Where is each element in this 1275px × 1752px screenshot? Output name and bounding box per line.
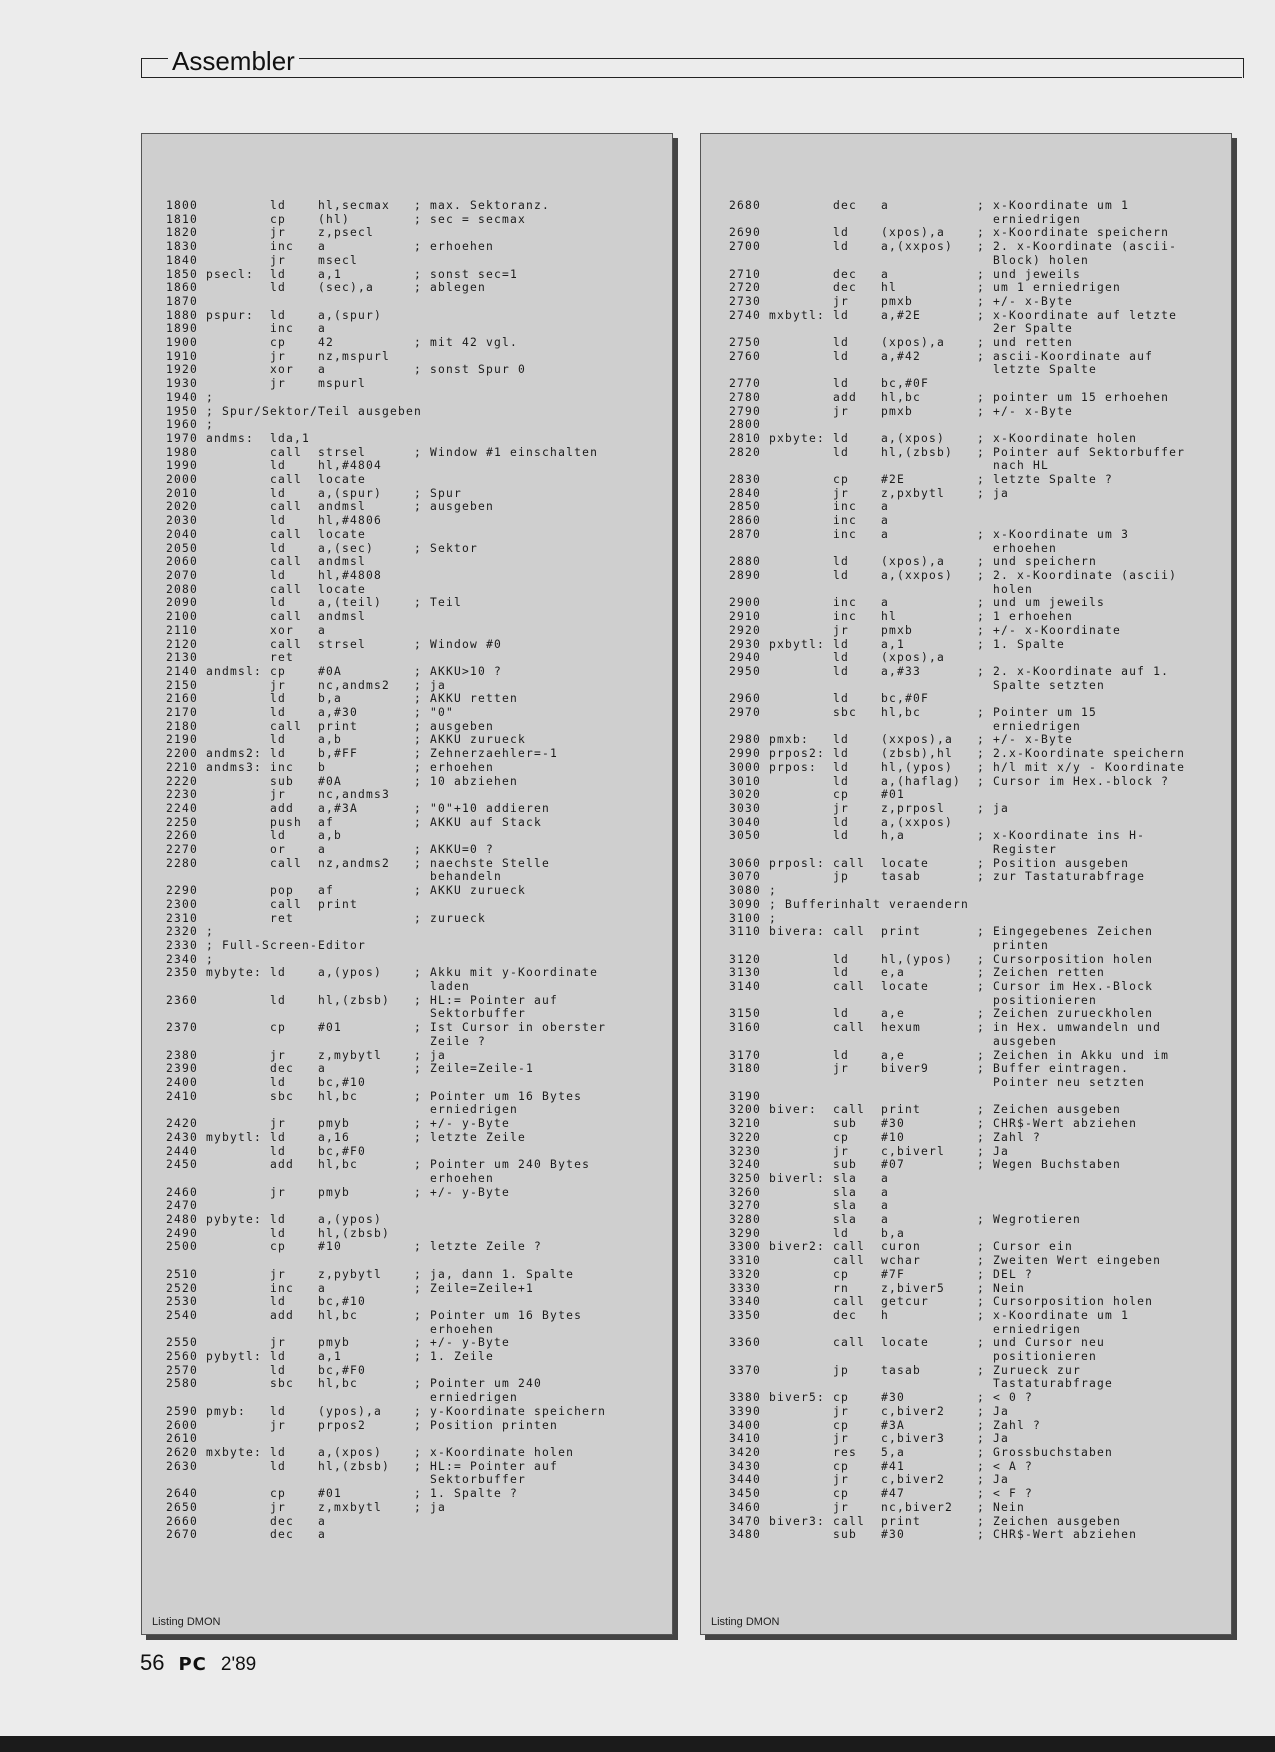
listing-caption-right: Listing DMON xyxy=(711,1616,780,1628)
page-footer xyxy=(140,1650,256,1676)
code-listing-right: 2680 dec a ; x-Koordinate um 1 erniedrigen 2690 ld (xpos),a ; x-Koordinate speichern 2700 ld a,(xxpos) ; 2. x-Koordinate (ascii- Block) holen 2710 dec a ; und jeweils 2720 dec hl ; um 1 erniedrigen 2730 jr pmxb ; +/- x-Byte 2740 mxbytl: ld a,#2E ; x-Koordinate auf letzte 2er Spalte 2750 ld (xpos),a ; und retten 2760 ld a,#42 ; ascii-Koordinate auf letzte Spalte 2770 ld bc,#0F 2780 add hl,bc ; pointer um 15 erhoehen 2790 jr pmxb ; +/- x-Byte 2800 2810 pxbyte: ld a,(xpos) ; x-Koordinate holen 2820 ld hl,(zbsb) ; Pointer auf Sektorbuffer nach HL 2830 cp #2E ; letzte Spalte ? 2840 jr z,pxbytl ; ja 2850 inc a 2860 inc a 2870 inc a ; x-Koordinate um 3 erhoehen 2880 ld (xpos),a ; und speichern 2890 ld a,(xxpos) ; 2. x-Koordinate (ascii) holen 2900 inc a ; und um jeweils 2910 inc hl ; 1 erhoehen 2920 jr pmxb ; +/- x-Koordinate 2930 pxbytl: ld a,1 ; 1. Spalte 2940 ld (xpos),a 2950 ld a,#33 ; 2. x-Koordinate auf 1. Spalte setzten 2960 ld bc,#0F 2970 sbc hl,bc ; Pointer um 15 erniedrigen 2980 pmxb: ld (xxpos),a ; +/- x-Byte 2990 prpos2: ld (zbsb),hl ; 2.x-Koordinate speichern 3000 prpos: ld hl,(ypos) ; h/l mit x/y - Koordinate 3010 ld a,(haflag) ; Cursor im Hex.-block ? 3020 cp #01 3030 jr z,prposl ; ja 3040 ld a,(xxpos) 3050 ld h,a ; x-Koordinate ins H- Register 3060 prposl: call locate ; Position ausgeben 3070 jp tasab ; zur Tastaturabfrage 3080 ; 3090 ; Bufferinhalt veraendern 3100 ; 3110 bivera: call print ; Eingegebenes Zeichen printen 3120 ld hl,(ypos) ; Cursorposition holen 3130 ld e,a ; Zeichen retten 3140 call locate ; Cursor im Hex.-Block positionieren 3150 ld a,e ; Zeichen zurueckholen 3160 call hexum ; in Hex. umwandeln und ausgeben 3170 ld a,e ; Zeichen in Akku und im 3180 jr biver9 ; Buffer eintragen. Pointer neu setzten 3190 3200 biver: call print ; Zeichen ausgeben 3210 sub #30 ; CHR$-Wert abziehen 3220 cp #10 ; Zahl ? 3230 jr c,biverl ; Ja 3240 sub #07 ; Wegen Buchstaben 3250 biverl: sla a 3260 sla a 3270 sla a 3280 sla a ; Wegrotieren 3290 ld b,a 3300 biver2: call curon ; Cursor ein 3310 call wchar ; Zweiten Wert eingeben 3320 cp #7F ; DEL ? 3330 rn z,biver5 ; Nein 3340 call getcur ; Cursorposition holen 3350 dec h ; x-Koordinate um 1 erniedrigen 3360 call locate ; und Cursor neu positionieren 3370 jp tasab ; Zurueck zur Tastaturabfrage 3380 biver5: cp #30 ; < 0 ? 3390 jr c,biver2 ; Ja 3400 cp #3A ; Zahl ? 3410 jr c,biver3 ; Ja 3420 res 5,a ; Grossbuchstaben 3430 cp #41 ; < A ? 3440 jr c,biver2 ; Ja 3450 cp #47 ; < F ? 3460 jr nc,biver2 ; Nein 3470 biver3: call print ; Zeichen ausgeben 3480 sub #30 ; CHR$-Wert abziehen xyxy=(729,199,1186,1542)
header-rule-bottom xyxy=(141,58,1242,78)
section-title: Assembler xyxy=(168,46,299,76)
listing-panel-right xyxy=(700,133,1232,1635)
issue-label: 2'89 xyxy=(220,1654,257,1675)
scan-edge-bar xyxy=(0,1736,1275,1752)
page-number: 56 xyxy=(140,1650,165,1675)
listing-caption-left: Listing DMON xyxy=(152,1616,221,1628)
magazine-logo: PC xyxy=(178,1654,207,1675)
listing-panel-left xyxy=(141,133,673,1635)
code-listing-left: 1800 ld hl,secmax ; max. Sektoranz. 1810 cp (hl) ; sec = secmax 1820 jr z,psecl 1830 inc a ; erhoehen 1840 jr msecl 1850 psecl: ld a,1 ; sonst sec=1 1860 ld (sec),a ; ablegen 1870 1880 pspur: ld a,(spur) 1890 inc a 1900 cp 42 ; mit 42 vgl. 1910 jr nz,mspurl 1920 xor a ; sonst Spur 0 1930 jr mspurl 1940 ; 1950 ; Spur/Sektor/Teil ausgeben 1960 ; 1970 andms: lda,1 1980 call strsel ; Window #1 einschalten 1990 ld hl,#4804 2000 call locate 2010 ld a,(spur) ; Spur 2020 call andmsl ; ausgeben 2030 ld hl,#4806 2040 call locate 2050 ld a,(sec) ; Sektor 2060 call andmsl 2070 ld hl,#4808 2080 call locate 2090 ld a,(teil) ; Teil 2100 call andmsl 2110 xor a 2120 call strsel ; Window #0 2130 ret 2140 andmsl: cp #0A ; AKKU>10 ? 2150 jr nc,andms2 ; ja 2160 ld b,a ; AKKU retten 2170 ld a,#30 ; "0" 2180 call print ; ausgeben 2190 ld a,b ; AKKU zurueck 2200 andms2: ld b,#FF ; Zehnerzaehler=-1 2210 andms3: inc b ; erhoehen 2220 sub #0A ; 10 abziehen 2230 jr nc,andms3 2240 add a,#3A ; "0"+10 addieren 2250 push af ; AKKU auf Stack 2260 ld a,b 2270 or a ; AKKU=0 ? 2280 call nz,andms2 ; naechste Stelle behandeln 2290 pop af ; AKKU zurueck 2300 call print 2310 ret ; zurueck 2320 ; 2330 ; Full-Screen-Editor 2340 ; 2350 mybyte: ld a,(ypos) ; Akku mit y-Koordinate laden 2360 ld hl,(zbsb) ; HL:= Pointer auf Sektorbuffer 2370 cp #01 ; Ist Cursor in oberster Zeile ? 2380 jr z,mybytl ; ja 2390 dec a ; Zeile=Zeile-1 2400 ld bc,#10 2410 sbc hl,bc ; Pointer um 16 Bytes erniedrigen 2420 jr pmyb ; +/- y-Byte 2430 mybytl: ld a,16 ; letzte Zeile 2440 ld bc,#F0 2450 add hl,bc ; Pointer um 240 Bytes erhoehen 2460 jr pmyb ; +/- y-Byte 2470 2480 pybyte: ld a,(ypos) 2490 ld hl,(zbsb) 2500 cp #10 ; letzte Zeile ? 2510 jr z,pybytl ; ja, dann 1. Spalte 2520 inc a ; Zeile=Zeile+1 2530 ld bc,#10 2540 add hl,bc ; Pointer um 16 Bytes erhoehen 2550 jr pmyb ; +/- y-Byte 2560 pybytl: ld a,1 ; 1. Zeile 2570 ld bc,#F0 2580 sbc hl,bc ; Pointer um 240 erniedrigen 2590 pmyb: ld (ypos),a ; y-Koordinate speichern 2600 jr prpos2 ; Position printen 2610 2620 mxbyte: ld a,(xpos) ; x-Koordinate holen 2630 ld hl,(zbsb) ; HL:= Pointer auf Sektorbuffer 2640 cp #01 ; 1. Spalte ? 2650 jr z,mxbytl ; ja 2660 dec a 2670 dec a xyxy=(166,199,607,1542)
